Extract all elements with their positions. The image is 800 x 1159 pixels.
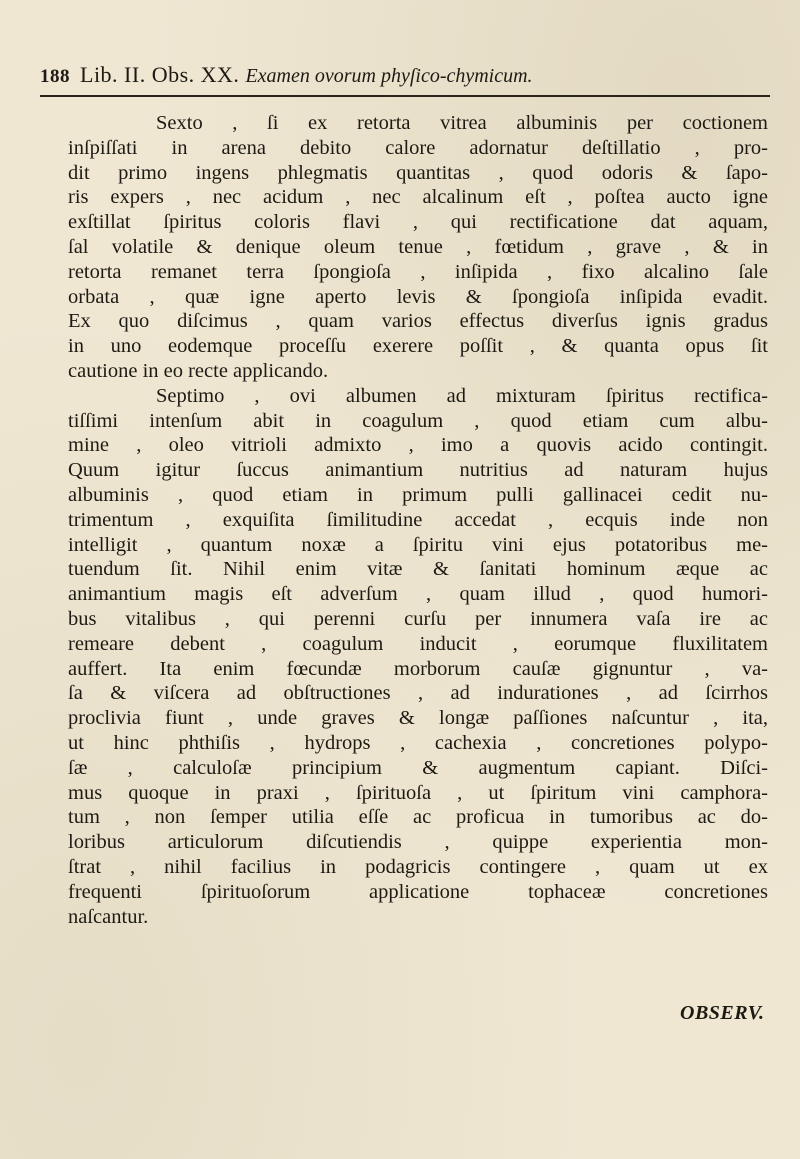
text-line: inſpiſſati in arena debito calore adornatur deſtillatio , pro- (68, 136, 768, 159)
text-line: exſtillat ſpiritus coloris flavi , qui rectificatione dat aquam, (68, 211, 768, 234)
text-line: Sexto , ſi ex retorta vitrea albuminis per coctionem (156, 112, 768, 134)
text-line: retorta remanet terra ſpongioſa , inſipida , fixo alcalino ſale (68, 260, 768, 283)
text-line: albuminis , quod etiam in primum pulli gallinacei cedit nu- (68, 483, 768, 506)
text-line: tiſſimi intenſum abit in coagulum , quod etiam cum albu- (68, 409, 768, 432)
running-subtitle: Examen ovorum phyſico-chymicum. (245, 65, 533, 87)
text-line: bus vitalibus , qui perenni curſu per innumera vaſa ire ac (68, 607, 768, 630)
text-line: orbata , quæ igne aperto levis & ſpongioſa inſipida evadit. (68, 285, 768, 308)
text-line: animantium magis eſt adverſum , quam illud , quod humori- (68, 583, 768, 606)
text-line: cautione in eo recte applicando. (68, 359, 329, 382)
text-line: frequenti ſpirituoſorum applicatione tophaceæ concretiones (68, 880, 768, 903)
text-line: Quum igitur ſuccus animantium nutritius ad naturam hujus (68, 459, 768, 482)
text-line: Ex quo diſcimus , quam varios effectus diverſus ignis gradus (68, 310, 768, 333)
text-line: proclivia fiunt , unde graves & longæ paſſiones naſcuntur , ita, (68, 707, 768, 730)
text-line: ſæ , calculoſæ principium & augmentum capiant. Diſci- (68, 756, 768, 779)
text-line: ſal volatile & denique oleum tenue , fœtidum , grave , & in (68, 235, 768, 258)
catchword: OBSERV. (680, 1002, 765, 1024)
text-line: mus quoque in praxi , ſpirituoſa , ut ſpiritum vini camphora- (68, 781, 768, 804)
text-line: Septimo , ovi albumen ad mixturam ſpiritus rectifica- (156, 384, 768, 407)
text-line: mine , oleo vitrioli admixto , imo a quovis acido contingit. (68, 434, 768, 457)
paragraph-sexto (68, 111, 768, 384)
text-line: tuendum ſit. Nihil enim vitæ & ſanitati hominum æque ac (68, 558, 768, 581)
paragraph-septimo (68, 384, 768, 930)
text-line: tum , non ſemper utilia eſſe ac proficua in tumoribus ac do- (68, 806, 768, 829)
body-text (68, 111, 768, 929)
text-line: remeare debent , coagulum inducit , eorumque fluxilitatem (68, 632, 768, 655)
text-line: ut hinc phthiſis , hydrops , cachexia , concretiones polypo- (68, 731, 768, 754)
running-title: Lib. II. Obs. XX. (80, 62, 240, 87)
text-line: ſtrat , nihil facilius in podagricis contingere , quam ut ex (68, 855, 768, 878)
header-rule (40, 95, 770, 97)
text-line: trimentum , exquiſita ſimilitudine accedat , ecquis inde non (68, 508, 768, 531)
text-line: ris expers , nec acidum , nec alcalinum eſt , poſtea aucto igne (68, 186, 768, 209)
running-header (40, 62, 770, 92)
text-line: auffert. Ita enim fœcundæ morborum cauſæ gignuntur , va- (68, 657, 768, 680)
text-line: dit primo ingens phlegmatis quantitas , quod odoris & ſapo- (68, 161, 768, 184)
text-line: loribus articulorum diſcutiendis , quippe experientia mon- (68, 831, 768, 854)
text-line: intelligit , quantum noxæ a ſpiritu vini ejus potatoribus me- (68, 533, 768, 556)
text-line: in uno eodemque proceſſu exerere poſſit , & quanta opus ſit (68, 335, 768, 358)
text-line: naſcantur. (68, 905, 149, 928)
page-number: 188 (40, 66, 70, 87)
text-line: ſa & viſcera ad obſtructiones , ad indurationes , ad ſcirrhos (68, 682, 768, 705)
